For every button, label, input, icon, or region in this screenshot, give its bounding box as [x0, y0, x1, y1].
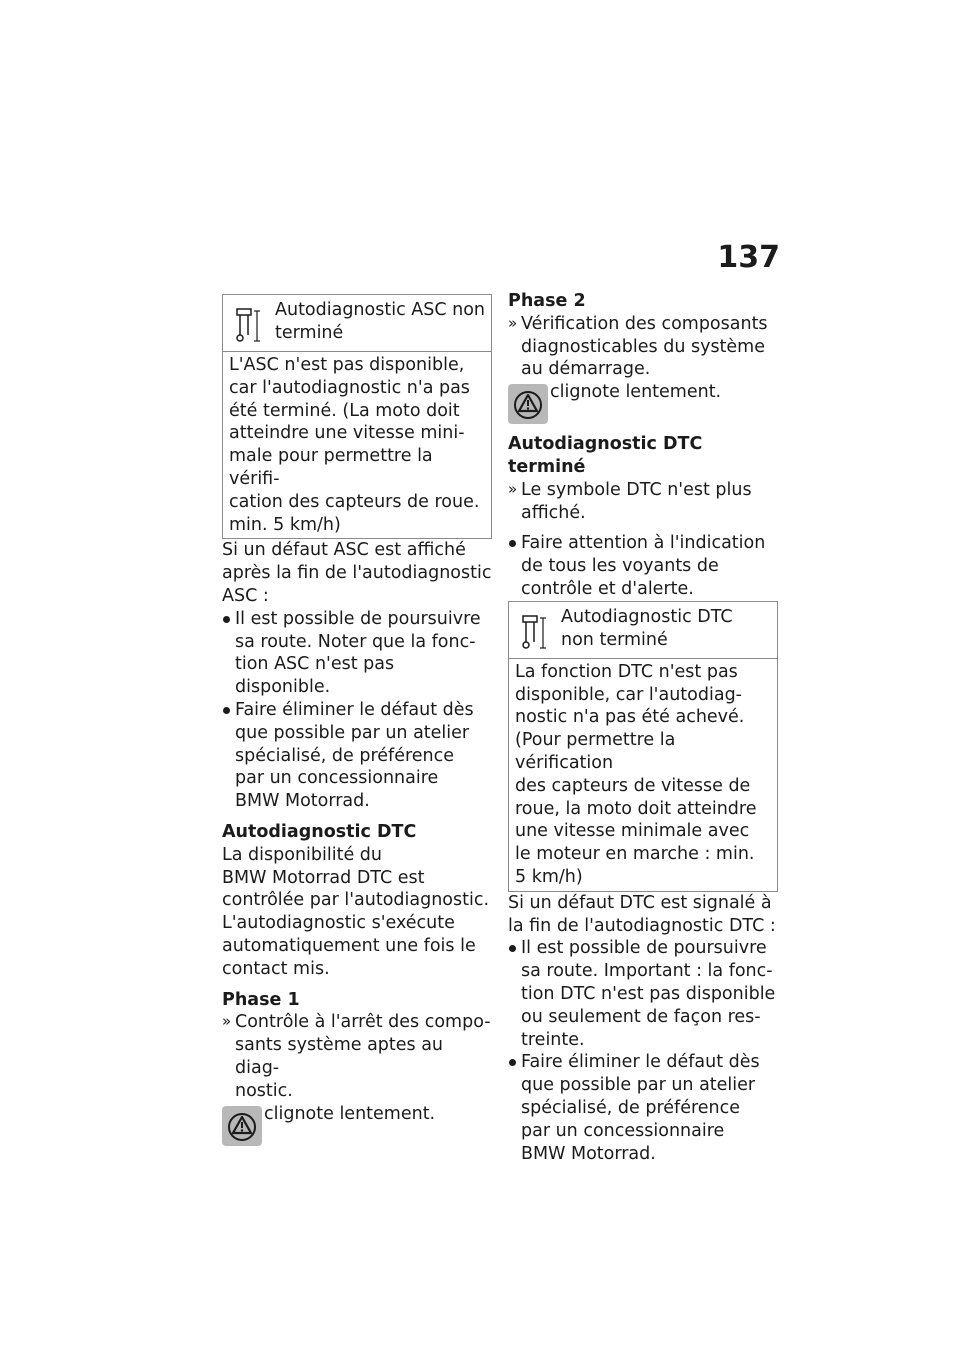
text-line: BMW Motorrad DTC est — [222, 867, 425, 888]
text-line: diagnosticables du système — [521, 336, 766, 357]
text-line: Si un défaut DTC est signalé à — [508, 892, 772, 913]
step-item — [508, 313, 778, 381]
text-line: Il est possible de poursuivre — [521, 938, 767, 959]
text-line: contact mis. — [222, 958, 330, 979]
section-heading: Autodiagnostic DTC terminé — [508, 434, 703, 477]
text-line: au démarrage. — [521, 359, 651, 380]
phase1-heading: Phase 1 — [222, 989, 300, 1010]
text-line: sa route. Important : la fonc- — [521, 961, 773, 982]
text-line: Vérification des composants — [521, 313, 768, 334]
text-line: spécialisé, de préférence — [235, 745, 455, 766]
text-line: la fin de l'autodiagnostic DTC : — [508, 915, 776, 936]
text-line: ou seulement de façon res- — [521, 1006, 761, 1027]
text-line: que possible par un atelier — [521, 1075, 756, 1096]
text-line: spécialisé, de préférence — [521, 1097, 741, 1118]
left-column — [222, 294, 492, 1147]
text-line: disponible, car l'autodiag- — [515, 684, 742, 705]
text-line: de tous les voyants de — [521, 556, 719, 577]
text-line: Faire éliminer le défaut dès — [235, 699, 474, 720]
right-column — [508, 290, 778, 1165]
text-line: Faire attention à l'indication — [521, 533, 766, 554]
bullet-item — [508, 532, 778, 600]
text-line: La fonction DTC n'est pas — [515, 661, 738, 682]
text-line: par un concessionnaire — [521, 1120, 725, 1141]
text-line: que possible par un atelier — [235, 722, 470, 743]
text-line: Contrôle à l'arrêt des compo- — [235, 1012, 491, 1033]
dtc-note-header — [509, 602, 777, 659]
warning-light-row — [222, 1103, 492, 1147]
text-line: cation des capteurs de roue. — [229, 491, 480, 512]
step-marker: » — [508, 313, 518, 332]
asc-note-header — [223, 295, 491, 352]
text-line: sa route. Noter que la fonc- — [235, 631, 476, 652]
text-line: 5 km/h) — [515, 866, 583, 887]
text-line: Il est possible de poursuivre — [235, 608, 481, 629]
text-line: roue, la moto doit atteindre — [515, 798, 757, 819]
blink-text: clignote lentement. — [264, 1103, 436, 1124]
text-line: L'ASC n'est pas disponible, — [229, 355, 465, 375]
bullet-item — [222, 699, 492, 813]
text-line: des capteurs de vitesse de — [515, 775, 751, 796]
text-line: nostic. — [235, 1080, 293, 1101]
text-line: tion ASC n'est pas disponible. — [235, 654, 395, 698]
page-number: 137 — [717, 240, 780, 275]
text-line: été terminé. (La moto doit — [229, 400, 460, 421]
text-line: affiché. — [521, 502, 586, 523]
phase2-heading: Phase 2 — [508, 291, 586, 311]
warning-light-row — [508, 381, 778, 425]
blink-text: clignote lentement. — [550, 382, 722, 403]
text-line: (Pour permettre la vérification — [515, 730, 676, 773]
text-line: BMW Motorrad. — [521, 1143, 656, 1164]
step-marker: » — [508, 479, 518, 498]
dtc-fault-paragraph — [508, 892, 778, 938]
text-line: min. 5 km/h) — [229, 514, 341, 535]
text-line: Le symbole DTC n'est plus — [521, 479, 752, 500]
text-line: le moteur en marche : min. — [515, 844, 755, 865]
text-line: après la fin de l'autodiagnostic — [222, 563, 492, 584]
step-marker: » — [222, 1012, 232, 1031]
text-line: Si un défaut ASC est affiché — [222, 540, 466, 561]
text-line: atteindre une vitesse mini- — [229, 423, 465, 444]
text-line: ASC : — [222, 585, 269, 606]
text-line: contrôlée par l'autodiagnostic. — [222, 890, 490, 911]
bike-on-stand-icon — [231, 305, 263, 345]
text-line: car l'autodiagnostic n'a pas — [229, 377, 470, 398]
asc-fault-paragraph — [222, 539, 492, 607]
general-warning-light-icon — [508, 384, 548, 424]
text-line: La disponibilité du — [222, 844, 382, 865]
bullet-item — [508, 937, 778, 1051]
step-item — [222, 1011, 492, 1102]
text-line: par un concessionnaire — [235, 768, 439, 789]
text-line: contrôle et d'alerte. — [521, 578, 694, 599]
general-warning-light-icon — [222, 1106, 262, 1146]
text-line: automatiquement une fois le — [222, 935, 476, 956]
text-line: sants système aptes au diag- — [235, 1035, 444, 1078]
asc-note-box — [222, 294, 492, 539]
dtc-note-box — [508, 601, 778, 892]
text-line: tion DTC n'est pas disponible — [521, 983, 776, 1004]
dtc-intro-paragraph — [222, 844, 492, 981]
asc-note-title: Autodiagnostic ASC non terminé — [275, 300, 486, 343]
text-line: L'autodiagnostic s'exécute — [222, 913, 455, 934]
bullet-item — [222, 608, 492, 699]
text-line: BMW Motorrad. — [235, 791, 370, 812]
bike-on-stand-icon — [517, 612, 549, 652]
asc-note-body — [223, 352, 491, 538]
text-line: nostic n'a pas été achevé. — [515, 707, 745, 728]
text-line: male pour permettre la vérifi- — [229, 446, 433, 489]
text-line: Faire éliminer le défaut dès — [521, 1052, 760, 1073]
text-line: treinte. — [521, 1029, 585, 1050]
dtc-note-title: Autodiagnostic DTC non terminé — [561, 606, 733, 650]
section-heading: Autodiagnostic DTC — [222, 821, 417, 842]
step-item — [508, 479, 778, 525]
bullet-item — [508, 1051, 778, 1165]
dtc-note-body — [509, 659, 777, 891]
text-line: une vitesse minimale avec — [515, 821, 750, 842]
